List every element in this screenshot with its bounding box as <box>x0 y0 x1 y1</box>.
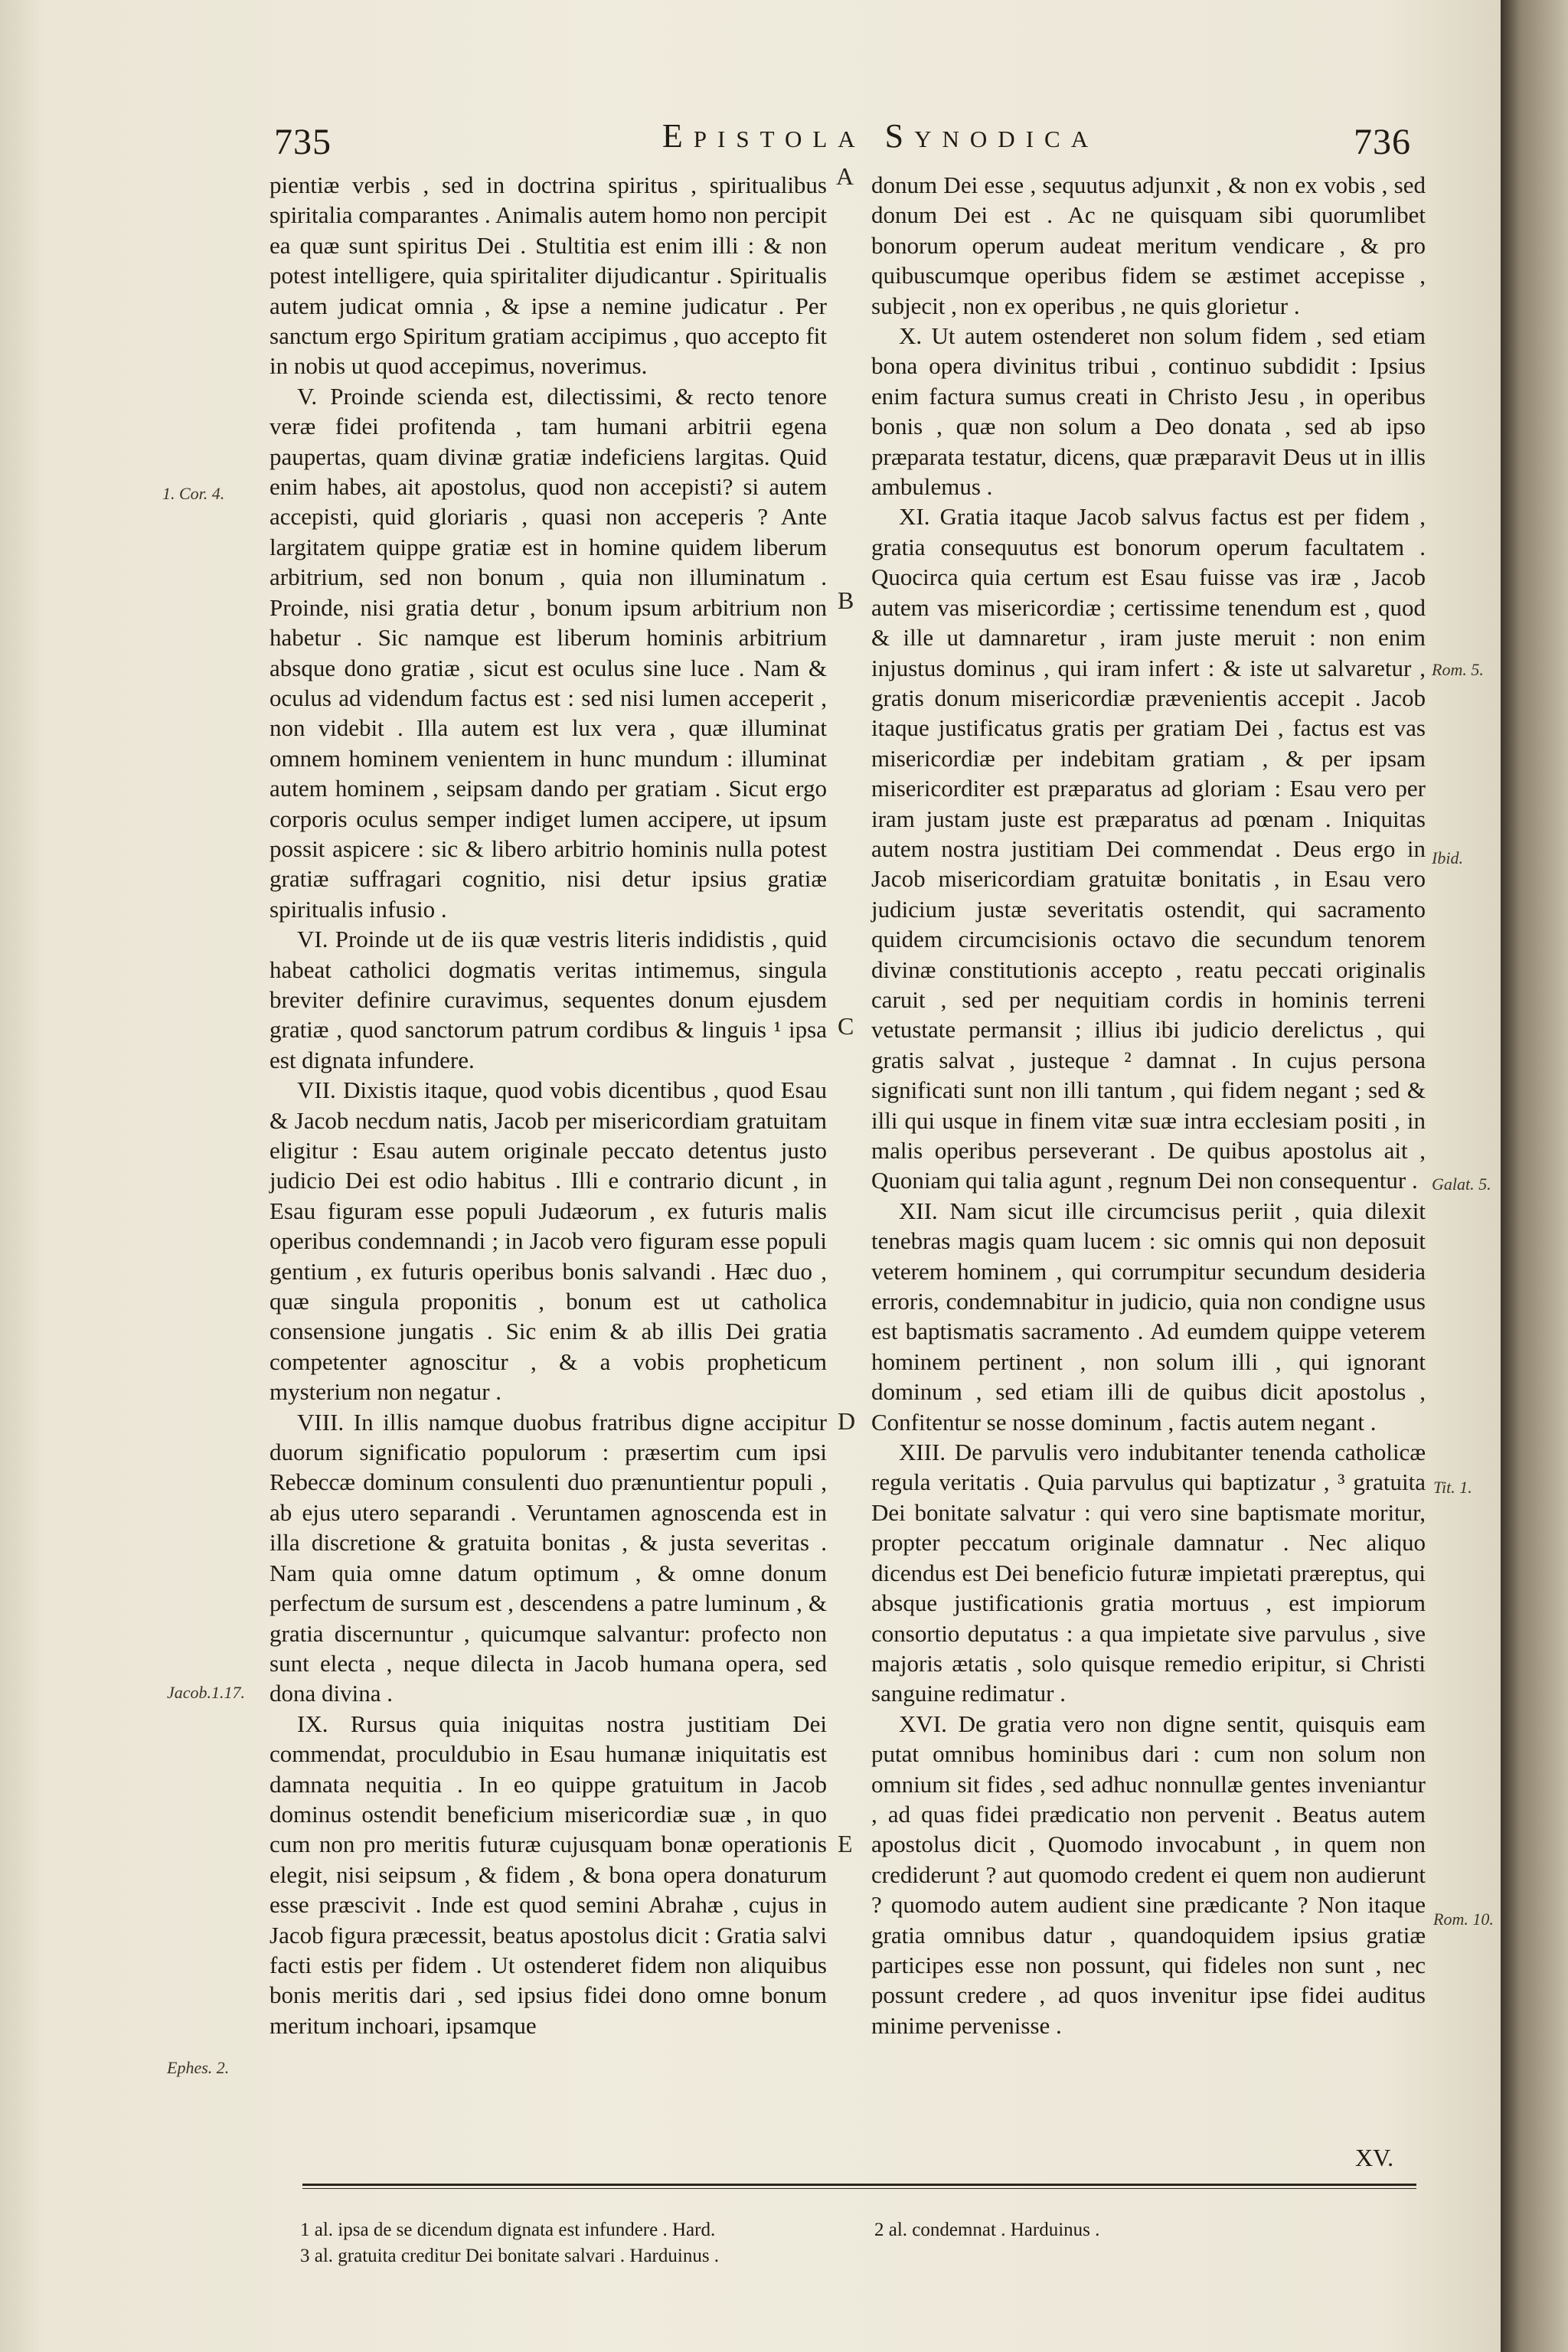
page-number-right: 736 <box>1354 122 1411 162</box>
book-spine <box>1501 0 1568 2352</box>
catchword: XV. <box>1355 2144 1394 2171</box>
section-letter-d: D <box>838 1407 856 1435</box>
running-title: Epistola Synodica <box>662 117 1099 155</box>
margin-note-tit: Tit. 1. <box>1433 1478 1472 1497</box>
paragraph-xi: XI. Gratia itaque Jacob salvus factus est per fidem , gratia consequutus est bonorum operum facultatem . Quocirca quia certum est Esau fuisse vas iræ , Jacob autem vas misericordiæ ; certissime tenendum est , quod & ille ut damnaretur , iram juste meruit : non enim injustus dominus , qui iram infert : & iste ut salvaretur , gratis donum misericordiæ prævenientis accepit . Jacob itaque justificatus gratis per gratiam Dei , factus est vas misericordiæ per indebitam gratiam , & per ipsam misericorditer est præparatus ad gloriam : Esau vero per iram justam juste est præparatus ad pœnam . Iniquitas autem nostra justitiam Dei commendat . Deus ergo in Jacob misericordiam gratuitæ bonitatis , in Esau vero judicium justæ severitatis ostendit, qui sacramento quidem circumcisionis octavo die secundum tenorem divinæ constitutionis accepto , reatu peccati originalis caruit , sed per nequitiam cordis in hominis terreni vetustate permansit ; illius ibi judicio derelictus , qui gratis salvat , justeque ² damnat . In cujus persona significati sunt non illi tantum , qui fidem negant ; sed & illi qui usque in finem vitæ suæ intra ecclesiam positi , in malis operibus perseverant . De quibus apostolus ait , Quoniam qui talia agunt , regnum Dei non consequentur . <box>871 503 1426 1194</box>
paragraph-vi: VI. Proinde ut de iis quæ vestris literis indidistis , quid habeat catholici dogmatis veritas intimemus, singula breviter definire curavimus, sequentes donum ejusdem gratiæ , quod sanctorum patrum cordibus & linguis ¹ ipsa est dignata infundere. <box>270 926 827 1073</box>
paragraph-continuation: donum Dei esse , sequutus adjunxit , & non ex vobis , sed donum Dei est . Ac ne quisquam sibi quorumlibet bonorum operum audeat meritum vendicare , & pro quibuscumque operibus fidem se æstimet accepisse , subjecit , non ex operibus , ne quis glorietur . <box>871 172 1426 319</box>
paragraph-x: X. Ut autem ostenderet non solum fidem , sed etiam bona opera divinitus tribui , continuo subdidit : Ipsius enim factura sumus creati in Christo Jesu , in operibus bonis , quæ non solum a Deo donata , sed ab ipso præparata testatur, dicens, quæ præparavit Deus ut in illis ambulemus . <box>871 322 1426 501</box>
margin-note-rom-10: Rom. 10. <box>1433 1909 1494 1929</box>
paragraph-xiii: XIII. De parvulis vero indubitanter tenenda catholicæ regula veritatis . Quia parvulus qui baptizatur , ³ gratuita Dei bonitate salvatur : qui vero sine baptismate moritur, propter peccatum originale damnatur . Nec aliquo dicendus est Dei beneficio futuræ impietati præreptus, qui absque justificationis gratia mortuus , est impiorum consortio deputatus : a qua impietate sive parvulus , sive majoris ætatis , solo quisque remedio eripitur, si Christi sanguine redimatur . <box>871 1439 1426 1707</box>
paragraph-xii: XII. Nam sicut ille circumcisus periit , quia dilexit tenebras magis quam lucem : sic omnis qui non deposuit veterem hominem , qui corrumpitur secundum desideria erroris, condemnabitur in judicio, quia non condigne usus est baptismatis sacramento . Ad eumdem quippe veterem hominem pertinent , non solum illi , qui ignorant dominum , sed etiam illi de quibus dicit apostolus , Confitentur se nosse dominum , factis autem negant . <box>871 1197 1426 1436</box>
footnote-2: 2 al. condemnat . Harduinus . <box>874 2220 1100 2240</box>
margin-note-jacob: Jacob.1.17. <box>167 1683 246 1702</box>
margin-note-ephes: Ephes. 2. <box>167 2058 230 2077</box>
section-letter-c: C <box>838 1012 854 1040</box>
paragraph-xvi: XVI. De gratia vero non digne sentit, quisquis eam putat omnibus hominibus dari : cum non solum non omnium sit fides , sed adhuc nonnullæ gentes inveniantur , ad quas fidei prædicatio non pervenit . Beatus autem apostolus dicit , Quomodo invocabunt , in quem non crediderunt ? aut quomodo credent ei quem non audierunt ? quomodo autem audient sine prædicante ? Non itaque gratia omnibus datur , quandoquidem ipsius gratiæ participes esse non possunt, qui fideles non sunt , nec possunt credere , ad quos invenitur ipse fidei auditus minime pervenisse . <box>871 1710 1426 2039</box>
margin-note-1-cor: 1. Cor. 4. <box>162 484 225 503</box>
paragraph-ix: IX. Rursus quia iniquitas nostra justitiam Dei commendat, proculdubio in Esau humanæ iniquitatis est damnata nequitia . In eo quippe gratuitum in Jacob dominus ostendit beneficium misericordiæ suæ , in quo cum non pro meritis futuræ cujusquam bonæ operationis elegit, nisi seipsum , & fidem , & bona opera donaturum esse præscivit . Inde est quod semini Abrahæ , cujus in Jacob figura præcessit, beatus apostolus dicit : Gratia salvi facti estis per fidem . Ut ostenderet fidem non aliquibus bonis meritis dari , sed ipsius fidei dono omne bonum meritum inchoari, ipsamque <box>270 1710 827 2039</box>
margin-note-galat: Galat. 5. <box>1432 1174 1491 1194</box>
margin-note-rom-5: Rom. 5. <box>1432 660 1484 679</box>
section-letter-b: B <box>838 586 854 614</box>
paragraph-viii: VIII. In illis namque duobus fratribus digne accipitur duorum significatio populorum : præsertim cum ipsi Rebeccæ dominum consulenti duo prænuntientur populi , ab ejus utero separandi . Veruntamen agnoscenda est in illa discretione & gratuita bonitas , & justa severitas . Nam quia omne datum optimum , & omne donum perfectum de sursum est , descendens a patre luminum , & gratia discernuntur , quicumque salvantur: profecto non sunt electa , neque dilecta in Jacob humana opera, sed dona divina . <box>270 1408 827 1707</box>
paragraph-vii: VII. Dixistis itaque, quod vobis dicentibus , quod Esau & Jacob necdum natis, Jacob per misericordiam gratuitam eligitur : Esau autem originale peccato detentus justo judicio Dei est odio habitus . Illi e contrario dicunt , in Esau figuram esse populi Judæorum , ex futuris malis operibus condemnandi ; in Jacob vero figuram esse populi gentium , ex futuris operibus bonis salvandi . Hæc duo , quæ singula proponitis , bonum est ut catholica consensione jungatis . Sic enim & ab illis Dei gratia competenter agnoscitur , & a vobis propheticum mysterium non negatur . <box>270 1076 827 1406</box>
paragraph-continuation: pientiæ verbis , sed in doctrina spiritus , spiritualibus spiritalia comparantes . Animalis autem homo non percipit ea quæ sunt spiritus Dei . Stultitia est enim illi : & non potest intelligere, quia spiritaliter dijudicantur . Spiritualis autem judicat omnia , & ipse a nemine judicatur . Per sanctum ergo Spiritum gratiam accipimus , quo accepto fit in nobis ut quod accepimus, noverimus. <box>270 172 827 380</box>
right-column <box>871 170 1426 2040</box>
footnote-1: 1 al. ipsa de se dicendum dignata est infundere . Hard. <box>300 2220 716 2240</box>
footnote-rule <box>302 2184 1416 2186</box>
margin-note-ibid: Ibid. <box>1432 848 1463 867</box>
section-letter-a: A <box>836 162 854 190</box>
paragraph-v: V. Proinde scienda est, dilectissimi, & recto tenore veræ fidei profitenda , tam humani arbitrii egena paupertas, quam divinæ gratiæ indeficiens largitas. Quid enim habes, ait apostolus, quod non accepisti? si autem accepisti, quid gloriaris , quasi non acceperis ? Ante largitatem quippe gratiæ est in homine quidem liberum arbitrium, sed non bonum , quia non illuminatum . Proinde, nisi gratia detur , bonum ipsum arbitrium non habetur . Sic namque est liberum hominis arbitrium absque dono gratiæ , sicut est oculus sine luce . Nam & oculus ad videndum factus est : sed nisi lumen acceperit , non videbit . Illa autem est lux vera , quæ illuminat omnem hominem venientem in hunc mundum : illuminat autem hominem , seipsam dando per gratiam . Sicut ergo corporis oculus semper indiget lumen accipere, ut ipsum possit aspicere : sic & libero arbitrio hominis nulla potest gratiæ suffragari cognitio, nisi detur ipsius gratiæ spiritualis infusio . <box>270 382 827 923</box>
left-column <box>270 170 827 2040</box>
footnote-rule-thin <box>302 2188 1416 2189</box>
section-letter-e: E <box>838 1830 853 1857</box>
page-number-left: 735 <box>274 122 332 162</box>
footnote-3: 3 al. gratuita creditur Dei bonitate salvari . Harduinus . <box>300 2246 720 2266</box>
